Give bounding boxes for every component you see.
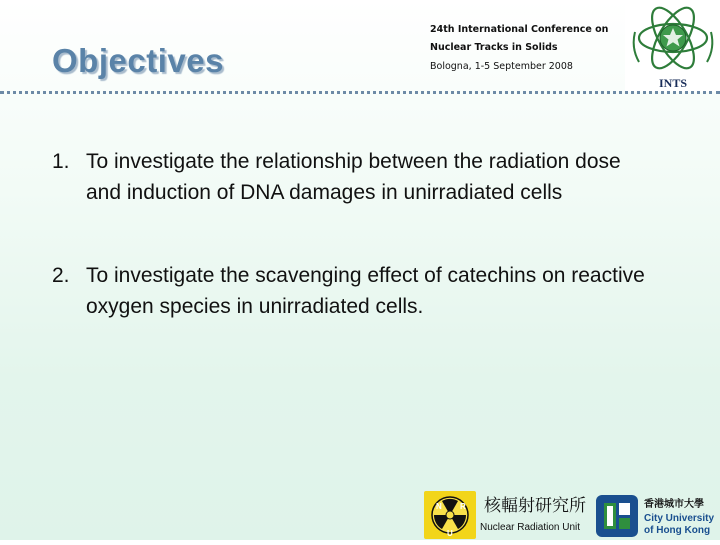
objective-number: 1. [52,150,70,173]
city-university-logo [592,489,720,540]
cityu-chinese-name: 香港城市大學 [644,499,704,510]
ints-logo [625,0,720,92]
page-title: Objectives [52,42,224,79]
atom-emblem-icon [625,0,720,92]
header-divider [0,91,720,94]
cityu-name-line-2: of Hong Kong [644,525,711,536]
conference-line-1: 24th International Conference on [430,24,609,35]
svg-text:R: R [460,502,466,511]
svg-text:U: U [447,529,453,538]
cityu-emblem-icon [596,495,638,537]
objective-number: 2. [52,264,70,287]
objective-text: To investigate the relationship between the radiation dose and induction of DNA damages in unirradiated cells [86,150,621,204]
svg-text:N: N [436,502,442,511]
cityu-name-line-1: City University [644,513,715,524]
conference-line-3: Bologna, 1-5 September 2008 [430,61,573,72]
conference-line-2: Nuclear Tracks in Solids [430,42,558,53]
nuclear-radiation-unit-logo [420,489,588,540]
nru-english-name: Nuclear Radiation Unit [480,522,581,533]
ints-logo-text: INTS [658,76,688,90]
nru-chinese-name: 核輻射研究所 [484,496,586,516]
objective-text: To investigate the scavenging effect of catechins on reactive oxygen species in unirradiated cells. [86,264,645,318]
